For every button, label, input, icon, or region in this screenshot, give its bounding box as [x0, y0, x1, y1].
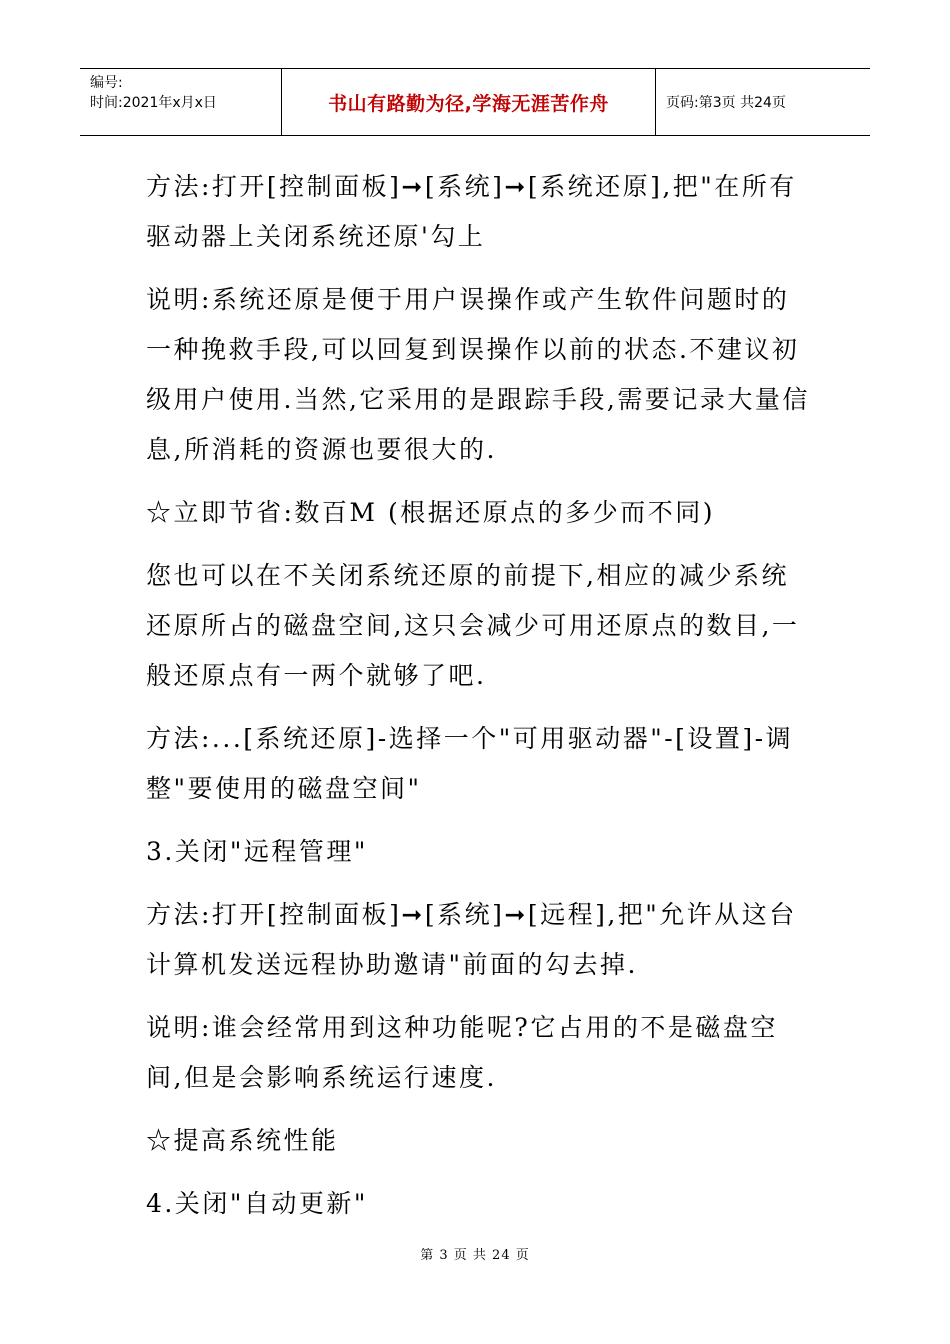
section-heading-auto-update: 4.关闭"自动更新"	[146, 1189, 368, 1218]
paragraph-savings-note: ☆立即节省:数百M (根据还原点的多少而不同)	[146, 498, 715, 527]
paragraph-method-remote: 方法:打开[控制面板]➞[系统]➞[远程],把"允许从这台计算机发送远程协助邀请"前面的勾去掉.	[146, 900, 797, 979]
section-heading-remote: 3.关闭"远程管理"	[146, 837, 368, 866]
page-header	[80, 68, 870, 136]
paragraph-method-adjust-space: 方法:...[系统还原]-选择一个"可用驱动器"-[设置]-调整"要使用的磁盘空间"	[146, 724, 794, 803]
document-body	[146, 162, 811, 1242]
paragraph-performance-note: ☆提高系统性能	[146, 1126, 339, 1155]
document-number-label: 编号:	[90, 75, 123, 91]
paragraph-method-disable-restore: 方法:打开[控制面板]➞[系统]➞[系统还原],把"在所有驱动器上关闭系统还原'勾上	[146, 172, 797, 251]
paragraph-reduce-restore-space: 您也可以在不关闭系统还原的前提下,相应的减少系统还原所占的磁盘空间,这只会减少可用还原点的数目,一般还原点有一两个就够了吧.	[146, 561, 800, 690]
header-motto: 书山有路勤为径,学海无涯苦作舟	[282, 69, 656, 135]
header-page-info: 页码:第3页 共24页	[666, 95, 786, 111]
paragraph-remote-explanation: 说明:谁会经常用到这种功能呢?它占用的不是磁盘空间,但是会影响系统运行速度.	[146, 1013, 778, 1092]
document-time-label: 时间:2021年x月x日	[90, 95, 217, 111]
page-footer: 第 3 页 共 24 页	[420, 1248, 530, 1263]
header-meta	[80, 69, 282, 135]
paragraph-restore-explanation: 说明:系统还原是便于用户误操作或产生软件问题时的一种挽救手段,可以回复到误操作以前的状态.不建议初级用户使用.当然,它采用的是跟踪手段,需要记录大量信息,所消耗的资源也要很大的.	[146, 285, 810, 464]
